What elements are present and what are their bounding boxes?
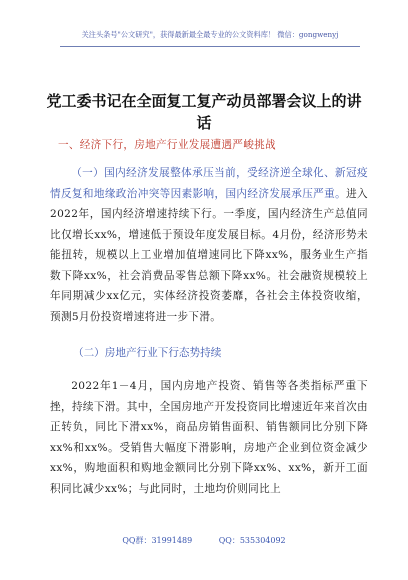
- footer-contact: [0, 535, 408, 546]
- paragraph-1-body: 进入2022年，国内经济增速持续下行。一季度，国内经济生产总值同比仅增长xx%，增速低于预设年度发展目标。4月份，经济形势未能扭转，规模以上工业增加值增速同比下降xx%，服务业生产指数下降xx%，社会消费品零售总额下降xx%。社会融资规模较上年同期减少xx亿元，实体经济投资萎靡，各社会主体投资收缩，预测5月份投资增速将进一步下滑。: [50, 187, 369, 323]
- footer-qq-group: QQ群：31991489: [122, 536, 193, 545]
- subsection-heading-2: （二）房地产行业下行态势持续: [73, 347, 222, 359]
- subsection-heading-1: （一）国内经济发展整体承压当前，受经济逆全球化、新冠疫情反复和地缘政治冲突等因素影响，国内经济发展承压严重。: [50, 167, 368, 200]
- paragraph-1: [50, 163, 368, 327]
- document-title: 党工委书记在全面复工复产动员部署会议上的讲话: [46, 92, 362, 132]
- footer-qq: QQ：535304092: [218, 536, 286, 545]
- header-banner: 关注头条号"公文研究"，获得最新最全最专业的公文资料库！ 微信：gongwenyj: [60, 24, 360, 47]
- paragraph-2: 2022年1－4月，国内房地产投资、销售等各类指标严重下挫，持续下滑。其中，全国房地产开发投资同比增速近年来首次由正转负，同比下滑xx%，商品房销售面积、销售额同比分别下降xx%和xx%。受销售大幅度下滑影响，房地产企业到位资金减少xx%，购地面积和购地金额同比分别下降xx%、xx%，新开工面积同比减少xx%；与此同时，土地均价则同比上: [50, 380, 368, 495]
- section-heading-1: 一、经济下行，房地产行业发展遭遇严峻挑战: [58, 139, 276, 151]
